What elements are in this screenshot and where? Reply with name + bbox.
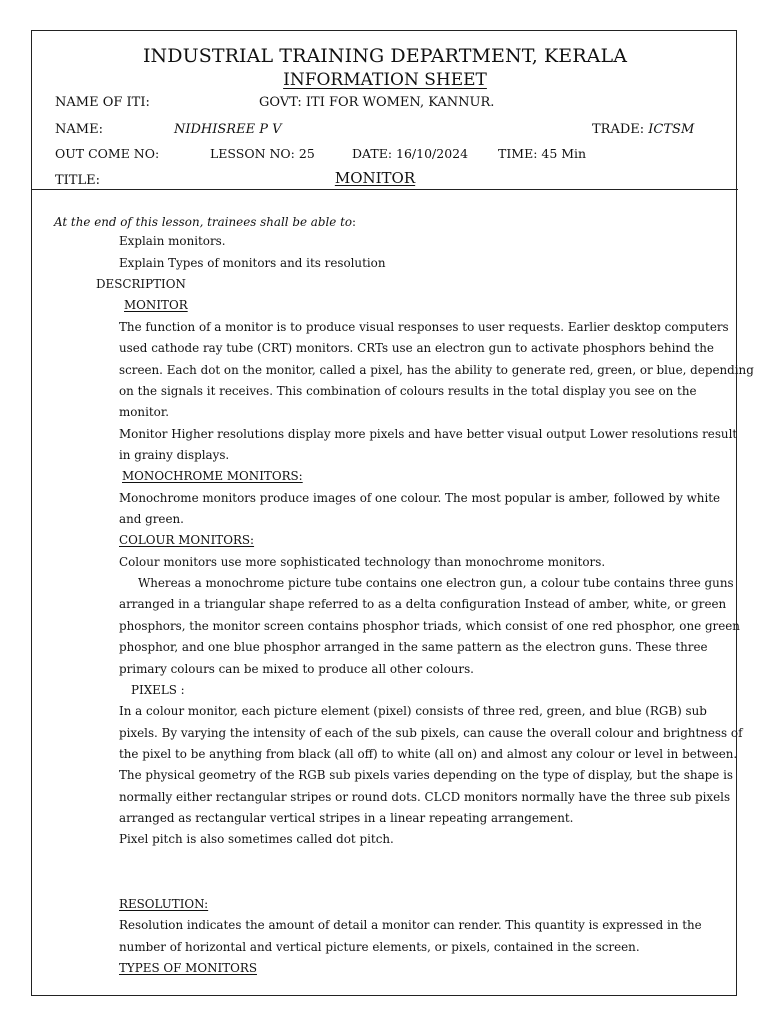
types-of-monitors-heading: TYPES OF MONITORS [119,961,257,975]
description-heading: DESCRIPTION [96,277,186,291]
paragraph-line: screen. Each dot on the monitor, called a pixel, has the ability to generate red, green, or blue, depending [119,363,754,377]
paragraph-line: Monitor Higher resolutions display more pixels and have better visual output Lower resolutions result [119,427,738,441]
objective-item: Explain Types of monitors and its resolution [119,256,386,270]
paragraph-line: primary colours can be mixed to produce all other colours. [119,662,474,676]
trade-value: ICTSM [648,122,695,137]
resolution-heading: RESOLUTION: [119,897,209,911]
name-value: NIDHISREE P V [174,122,282,137]
sheet-type-title: INFORMATION SHEET [283,70,487,90]
monitor-heading: MONITOR [124,298,188,312]
lesson-number: LESSON NO: 25 [210,146,315,161]
lesson-title: MONITOR [334,169,416,187]
paragraph-line: number of horizontal and vertical picture elements, or pixels, contained in the screen. [119,940,640,954]
trade-label: TRADE: [592,122,645,137]
title-label: TITLE: [55,173,100,188]
department-title: INDUSTRIAL TRAINING DEPARTMENT, KERALA [142,45,628,67]
paragraph-line: phosphor, and one blue phosphor arranged in the same pattern as the electron guns. These three [119,640,708,654]
paragraph-line: In a colour monitor, each picture element (pixel) consists of three red, green, and blue (RGB) sub [119,704,707,718]
objectives-intro: At the end of this lesson, trainees shall be able to: [54,215,357,229]
outcome-label: OUT COME NO: [55,146,160,161]
paragraph-line: and green. [119,512,184,526]
paragraph-line: monitor. [119,405,169,419]
paragraph-line: on the signals it receives. This combination of colours results in the total display you see on the [119,384,697,398]
name-of-iti-label: NAME OF ITI: [55,95,150,110]
paragraph-line: phosphors, the monitor screen contains phosphor triads, which consist of one red phosphor, one green [119,619,740,633]
paragraph-line: in grainy displays. [119,448,230,462]
name-label: NAME: [55,122,103,137]
lesson-time: TIME: 45 Min [498,146,587,161]
name-of-iti-value: GOVT: ITI FOR WOMEN, KANNUR. [259,95,495,110]
paragraph-line: Monochrome monitors produce images of one colour. The most popular is amber, followed by white [119,491,721,505]
colour-heading: COLOUR MONITORS: [119,533,255,547]
paragraph-line: normally either rectangular stripes or round dots. CLCD monitors normally have the three sub pixels [119,790,731,804]
paragraph-line: arranged in a triangular shape referred to as a delta configuration Instead of amber, white, or green [119,597,727,611]
objective-item: Explain monitors. [119,234,226,248]
paragraph-line: arranged as rectangular vertical stripes in a linear repeating arrangement. [119,811,574,825]
paragraph-line: Colour monitors use more sophisticated technology than monochrome monitors. [119,555,606,569]
lesson-date: DATE: 16/10/2024 [352,146,469,161]
paragraph-line: the pixel to be anything from black (all off) to white (all on) and almost any colour or level in between. [119,747,738,761]
paragraph-line: The physical geometry of the RGB sub pixels varies depending on the type of display, but the shape is [119,768,733,782]
paragraph-line: Pixel pitch is also sometimes called dot pitch. [119,832,394,846]
monochrome-heading: MONOCHROME MONITORS: [122,469,303,483]
pixels-heading: PIXELS : [131,683,185,697]
paragraph-line: pixels. By varying the intensity of each of the sub pixels, can cause the overall colour and brightness of [119,726,743,740]
paragraph-line: used cathode ray tube (CRT) monitors. CRTs use an electron gun to activate phosphors behind the [119,341,714,355]
paragraph-line: Resolution indicates the amount of detail a monitor can render. This quantity is expressed in the [119,918,702,932]
paragraph-line: Whereas a monochrome picture tube contains one electron gun, a colour tube contains three guns [138,576,734,590]
paragraph-line: The function of a monitor is to produce visual responses to user requests. Earlier desktop computers [119,320,729,334]
